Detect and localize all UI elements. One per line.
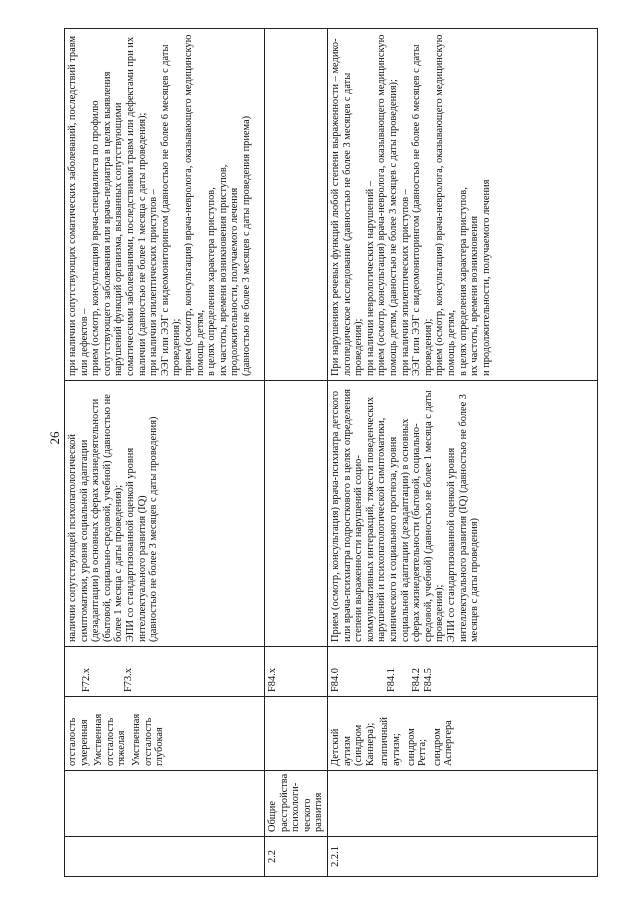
rotated-table-area [64, 29, 598, 877]
icd-code: F73.x [122, 668, 134, 692]
diagnosis-item: Умственная отсталость глубокая [130, 713, 166, 766]
page-number: 26 [47, 431, 62, 445]
icd-code: F84.5 [422, 668, 434, 692]
extra-exam-cell [65, 29, 265, 381]
extra-exam-cell [265, 29, 328, 381]
code-cell [265, 647, 328, 697]
group-cell [65, 771, 265, 837]
icd-code: F84.x [267, 668, 278, 692]
exam-text: наличии сопутствующей психопатологической симптоматики, уровня социальной адаптации (дезадаптации) в основных сферах жизнедеятельности (бытовой, социально-средовой, учебной) (давностью не более 1 месяца с даты проведения); ЭПИ со стандартизованной оценкой уровня интеллектуального развития (IQ) (давностью не более 3 месяцев с даты проведения) [67, 394, 160, 642]
icd-code: F84.0 [329, 668, 341, 692]
group-cell: Общие расстройства психологи-ческого развития [265, 771, 328, 837]
icd-code: F84.1 [385, 668, 397, 692]
exam-cell [65, 381, 265, 647]
exam-text: Прием (осмотр, консультация) врача-психиатра детского или врача-психиатра подросткового в целях определения степени выраженности нарушений социо-коммуникативных интеракций, тяжести поведенческих нарушений и психопатологической симптоматики, клинического и социального прогноза, уровня социальной адаптации (дезадаптации) в основных сферах жизнедеятельности (бытовой, социально-средовой, учебной) (давностью не более 1 месяца с даты проведения); ЭПИ со стандартизованной оценкой уровня интеллектуального развития (IQ) (давностью не более 3 месяцев с даты проведения) [329, 389, 481, 642]
extra-exam-cell [327, 29, 597, 381]
icd-code: F72.x [81, 668, 92, 692]
criteria-table [64, 28, 598, 877]
group-cell [327, 771, 597, 837]
exam-cell [265, 381, 328, 647]
row-number: 2.2 [265, 837, 328, 877]
row-number: 2.2.1 [327, 837, 597, 877]
diagnosis-cell [327, 697, 597, 771]
code-cell [65, 647, 265, 697]
table-row [65, 29, 265, 877]
diagnosis-item: синдром Ретта; [405, 728, 429, 766]
diagnosis-item: Детский аутизм (синдром Каннера); [329, 722, 376, 766]
table-row [327, 29, 597, 877]
diagnosis-item: отсталость умеренная [67, 717, 90, 766]
icd-code: F84.2 [411, 668, 423, 692]
diagnosis-item: атипичный аутизм; [379, 717, 402, 766]
diagnosis-item: синдром Аспергера [431, 720, 455, 766]
diagnosis-cell [65, 697, 265, 771]
exam-cell [327, 381, 597, 647]
table-row [265, 29, 328, 877]
diagnosis-item: Умственная отсталость тяжелая [93, 713, 128, 766]
diagnosis-cell [265, 697, 328, 771]
extra-exam-text: при наличии сопутствующих соматических заболеваний, последствий травм или дефектов – прием (осмотр, консультация) врача-специалиста по профилю сопутствующего заболевания или врача-педиатра в целях выявления нарушений функций организма, вызванных сопутствующими соматическими заболеваниями, последствиями травм или дефектами при их наличии (давностью не более 1 месяца с даты проведения); при наличии эпилептических приступов – ЭЭГ или ЭЭГ с видеомониторингом (давностью не более 6 месяцев с даты проведения); прием (осмотр, консультация) врача-невролога, оказывающего медицинскую помощь детям, в целях определения характера приступов, их частоты, времени возникновения приступов, продолжительности, получаемого лечения (давностью не более 3 месяцев с даты проведения приема) [67, 34, 252, 376]
row-number [65, 837, 265, 877]
code-cell [327, 647, 597, 697]
extra-exam-text: При нарушениях речевых функций любой степени выраженности – медико-логопедическое исследование (давностью не более 3 месяцев с даты проведения); при наличии неврологических нарушений – прием (осмотр, консультация) врача-невролога, оказывающего медицинскую помощь детям, (давностью не более 3 месяцев с даты проведения); при наличии эпилептических приступов – ЭЭГ или ЭЭГ с видеомониторингом (давностью не более 6 месяцев с даты проведения); прием (осмотр, консультация) врача-невролога, оказывающего медицинскую помощь детям, в целях определения характера приступов, их частоты, времени возникновения и продолжительности, получаемого лечения [329, 34, 492, 376]
